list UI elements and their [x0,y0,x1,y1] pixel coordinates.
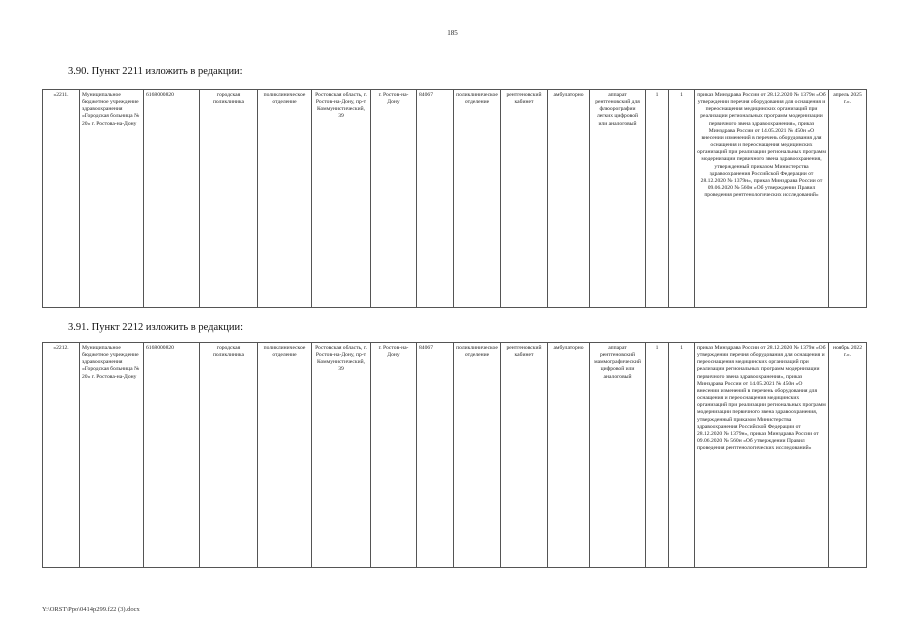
organization-code: 6168000820 [144,343,200,568]
cabinet: рентгеновский кабинет [501,90,548,308]
subdivision: поликлиническое отделение [454,343,501,568]
address: Ростовская область, г. Ростов-на-Дону, пр-т Коммунистический, 39 [312,343,371,568]
department: поликлиническое отделение [258,343,312,568]
quantity-2: 1 [669,90,695,308]
page-number: 185 [447,29,458,37]
city: г. Ростов-на-Дону [371,343,417,568]
organization-name: Муниципальное бюджетное учреждение здравоохранения «Городская больница № 20» г. Ростова-на-Дону [80,90,144,308]
department: поликлиническое отделение [258,90,312,308]
file-path-footer: Y:\ORST\Ppo\0414p299.f22 (3).docx [42,606,140,613]
subdivision: поликлиническое отделение [454,90,501,308]
amendment-heading: 3.90. Пункт 2211 изложить в редакции: [68,66,243,77]
care-mode: амбулаторно [548,343,590,568]
quantity-1: 1 [646,90,669,308]
term: ноябрь 2022 г.». [829,343,867,568]
postal-code: 84067 [417,343,454,568]
organization-name: Муниципальное бюджетное учреждение здравоохранения «Городская больница № 20» г. Ростова-на-Дону [80,343,144,568]
table-row [43,343,867,568]
equipment: аппарат рентгеновский маммографический цифровой или аналоговый [590,343,646,568]
amendment-table [42,342,867,568]
unit-type: городская поликлиника [200,90,258,308]
item-number: «2211. [43,90,80,308]
item-number: «2212. [43,343,80,568]
amendment-heading: 3.91. Пункт 2212 изложить в редакции: [68,322,243,333]
postal-code: 84067 [417,90,454,308]
quantity-2: 1 [669,343,695,568]
quantity-1: 1 [646,343,669,568]
address: Ростовская область, г. Ростов-на-Дону, пр-т Коммунистический, 39 [312,90,371,308]
cabinet: рентгеновский кабинет [501,343,548,568]
equipment: аппарат рентгеновский для флюорографии легких цифровой или аналоговый [590,90,646,308]
table-row [43,90,867,308]
city: г. Ростов-на-Дону [371,90,417,308]
legal-basis: приказ Минздрава России от 28.12.2020 № 1379н «Об утверждении перечня оборудования для оснащения и переоснащения медицинских организаций при реализации региональных программ модернизации первичного звена здравоохранения», приказ Минздрава России от 14.05.2021 № 450н «О внесении изменений в перечень оборудования для оснащения и переоснащения медицинских организаций при реализации региональных программ модернизации первичного звена здравоохранения, утвержденный приказом Министерства здравоохранения Российской Федерации от 28.12.2020 № 1379н», приказ Минздрава России от 09.06.2020 № 560н «Об утверждении Правил проведения рентгенологических исследований» [695,90,829,308]
organization-code: 6168000820 [144,90,200,308]
unit-type: городская поликлиника [200,343,258,568]
amendment-table [42,89,867,308]
term: апрель 2025 г.». [829,90,867,308]
legal-basis: приказ Минздрава России от 28.12.2020 № 1379н «Об утверждении перечня оборудования для оснащения и переоснащения медицинских организаций при реализации региональных программ модернизации первичного звена здравоохранения», приказ Минздрава России от 14.05.2021 № 450н «О внесении изменений в перечень оборудования для оснащения и переоснащения медицинских организаций при реализации региональных программ модернизации первичного звена здравоохранения, утвержденный приказом Министерства здравоохранения Российской Федерации от 28.12.2020 № 1379н», приказ Минздрава России от 09.06.2020 № 560н «Об утверждении Правил проведения рентгенологических исследований» [695,343,829,568]
care-mode: амбулаторно [548,90,590,308]
